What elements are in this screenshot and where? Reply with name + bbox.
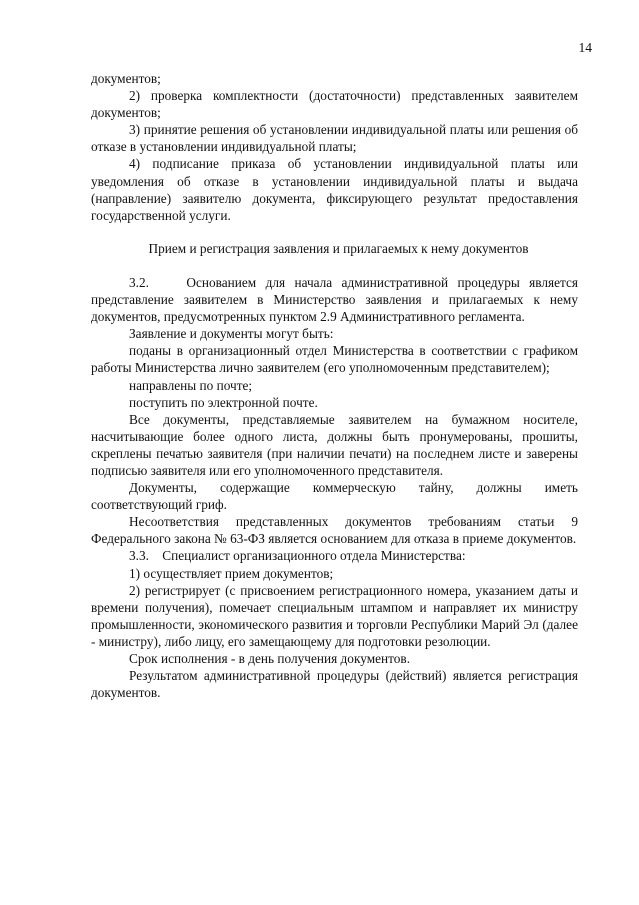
paragraph: Документы, содержащие коммерческую тайну, должны иметь соответствующий гриф. [91, 480, 578, 513]
paragraph: Несоответствия представленных документов требованиям статьи 9 Федерального закона № 63-ФЗ является основанием для отказа в приеме документов. [91, 514, 578, 547]
paragraph: Результатом административной процедуры (действий) является регистрация документов. [91, 668, 578, 701]
section-heading: Прием и регистрация заявления и прилагаемых к нему документов [148, 240, 529, 256]
paragraph: 4) подписание приказа об установлении индивидуальной платы или уведомления об отказе в установлении индивидуальной платы и выдача (направление) заявителю документа, фиксирующего результат предоставления государственной услуги. [91, 156, 578, 223]
paragraph: направлены по почте; [129, 377, 253, 393]
paragraph: 2) проверка комплектности (достаточности) представленных заявителем документов; [91, 88, 578, 121]
paragraph: 2) регистрирует (с присвоением регистрационного номера, указанием даты и времени получения), помечает специальным штампом и направляет их министру промышленности, экономического развития и торговли Республики Марий Эл (далее - министру), либо лицу, его замещающему для подготовки резолюции. [91, 582, 578, 649]
paragraph: документов; [91, 71, 161, 86]
paragraph: Заявление и документы могут быть: [129, 326, 334, 342]
paragraph: 1) осуществляет прием документов; [129, 565, 334, 581]
paragraph: Все документы, представляемые заявителем на бумажном носителе, насчитывающие более одного листа, должны быть пронумерованы, прошиты, скреплены печатью заявителя (при наличии печати) на последнем листе и заверены подписью заявителя или его уполномоченного представителя. [91, 411, 578, 478]
page-number: 14 [578, 40, 592, 55]
paragraph: 3.3. Специалист организационного отдела Министерства: [129, 548, 466, 564]
paragraph: поданы в организационный отдел Министерства в соответствии с графиком работы Министерства лично заявителем (его уполномоченным представителем); [91, 343, 578, 376]
document-body [91, 70, 582, 701]
paragraph: поступить по электронной почте. [129, 394, 318, 410]
paragraph: 3) принятие решения об установлении индивидуальной платы или решения об отказе в установлении индивидуальной платы; [91, 122, 578, 155]
paragraph: Срок исполнения - в день получения документов. [129, 651, 411, 666]
paragraph: 3.2. Основанием для начала административной процедуры является представление заявителем в Министерство заявления и прилагаемых к нему документов, предусмотренных пунктом 2.9 Административного регламента. [91, 274, 582, 325]
